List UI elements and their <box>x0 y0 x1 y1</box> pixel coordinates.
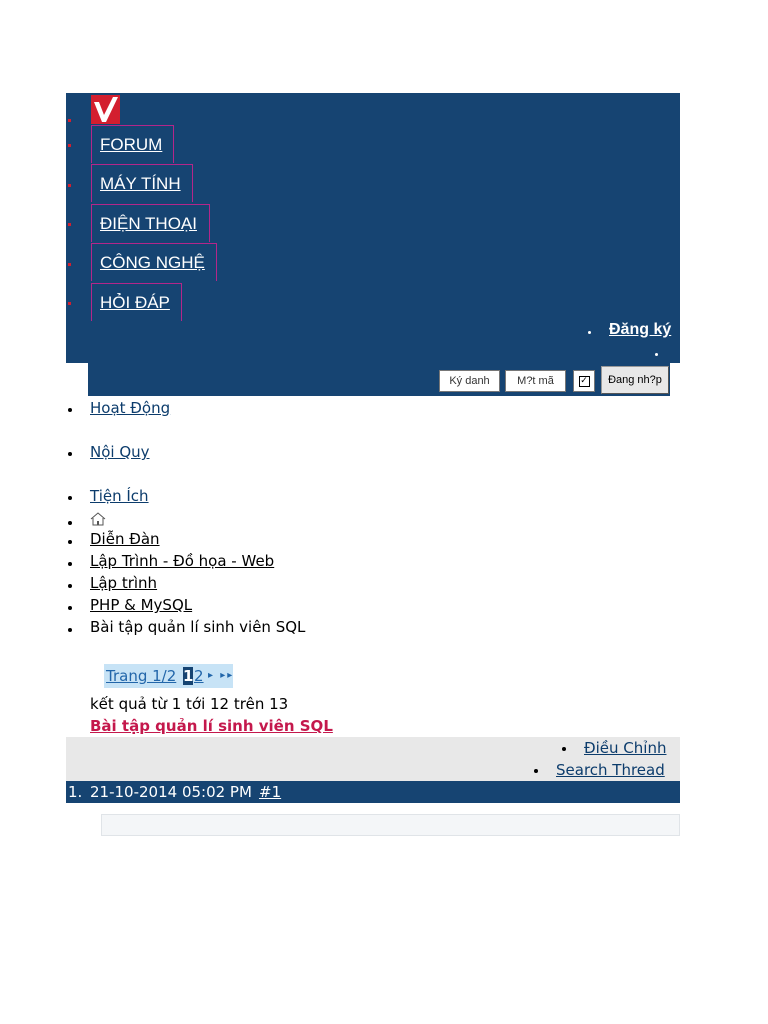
remember-me-checkbox[interactable] <box>573 370 595 392</box>
list-bullet <box>534 769 538 773</box>
list-bullet <box>68 496 72 500</box>
next-last-arrows-icon[interactable]: ▸ ▸▸ <box>208 670 235 681</box>
list-bullet <box>68 606 72 610</box>
nav-computers[interactable]: MÁY TÍNH <box>91 164 193 202</box>
breadcrumb-programming[interactable]: Lập trình <box>90 574 158 592</box>
list-bullet <box>68 521 72 525</box>
link-utilities[interactable]: Tiện Ích <box>90 487 149 505</box>
edit-link[interactable]: Điều Chỉnh <box>584 739 667 757</box>
list-bullet <box>68 540 72 544</box>
post-body <box>101 814 680 836</box>
list-bullet <box>68 184 71 187</box>
list-bullet <box>68 144 71 147</box>
nav-qa[interactable]: HỎI ĐÁP <box>91 283 182 321</box>
breadcrumb-forum[interactable]: Diễn Đàn <box>90 530 160 548</box>
list-bullet <box>68 562 72 566</box>
username-input[interactable]: Ký danh <box>439 370 500 392</box>
list-bullet <box>68 302 71 305</box>
login-button[interactable]: Đang nh?p <box>601 366 669 394</box>
post-date: 21-10-2014 05:02 PM <box>90 783 252 801</box>
list-bullet <box>68 408 72 412</box>
list-bullet <box>588 331 591 334</box>
page-label[interactable]: Trang 1/2 <box>106 667 177 685</box>
list-bullet <box>562 747 566 751</box>
list-bullet <box>68 452 72 456</box>
nav-phones[interactable]: ĐIỆN THOẠI <box>91 204 210 242</box>
breadcrumb-programming-graphics-web[interactable]: Lập Trình - Đồ họa - Web <box>90 552 275 570</box>
post-number: 1. <box>68 783 83 801</box>
list-bullet <box>68 628 72 632</box>
results-count: kết quả từ 1 tới 12 trên 13 <box>90 695 289 713</box>
list-bullet <box>68 263 71 266</box>
list-bullet <box>68 584 72 588</box>
nav-technology[interactable]: CÔNG NGHỆ <box>91 243 217 281</box>
register-link[interactable]: Đăng ký <box>609 321 672 338</box>
password-input[interactable]: M?t mã <box>505 370 566 392</box>
search-thread-link[interactable]: Search Thread <box>556 761 665 779</box>
page-current: 1 <box>183 667 194 685</box>
post-header <box>66 781 680 803</box>
link-activity[interactable]: Hoạt Động <box>90 399 171 417</box>
post-anchor-link[interactable]: #1 <box>259 783 282 801</box>
checkmark-logo[interactable] <box>91 95 120 124</box>
thread-title[interactable]: Bài tập quản lí sinh viên SQL <box>90 717 333 735</box>
checkmark-icon: ✓ <box>580 375 588 386</box>
list-bullet <box>68 223 71 226</box>
link-rules[interactable]: Nội Quy <box>90 443 150 461</box>
nav-forum[interactable]: FORUM <box>91 125 174 163</box>
home-icon[interactable] <box>90 512 106 526</box>
list-bullet <box>68 119 71 122</box>
breadcrumb-php-mysql[interactable]: PHP & MySQL <box>90 596 193 614</box>
breadcrumb-current: Bài tập quản lí sinh viên SQL <box>90 618 306 636</box>
page-next[interactable]: 2 <box>194 667 204 685</box>
list-bullet <box>655 353 658 356</box>
